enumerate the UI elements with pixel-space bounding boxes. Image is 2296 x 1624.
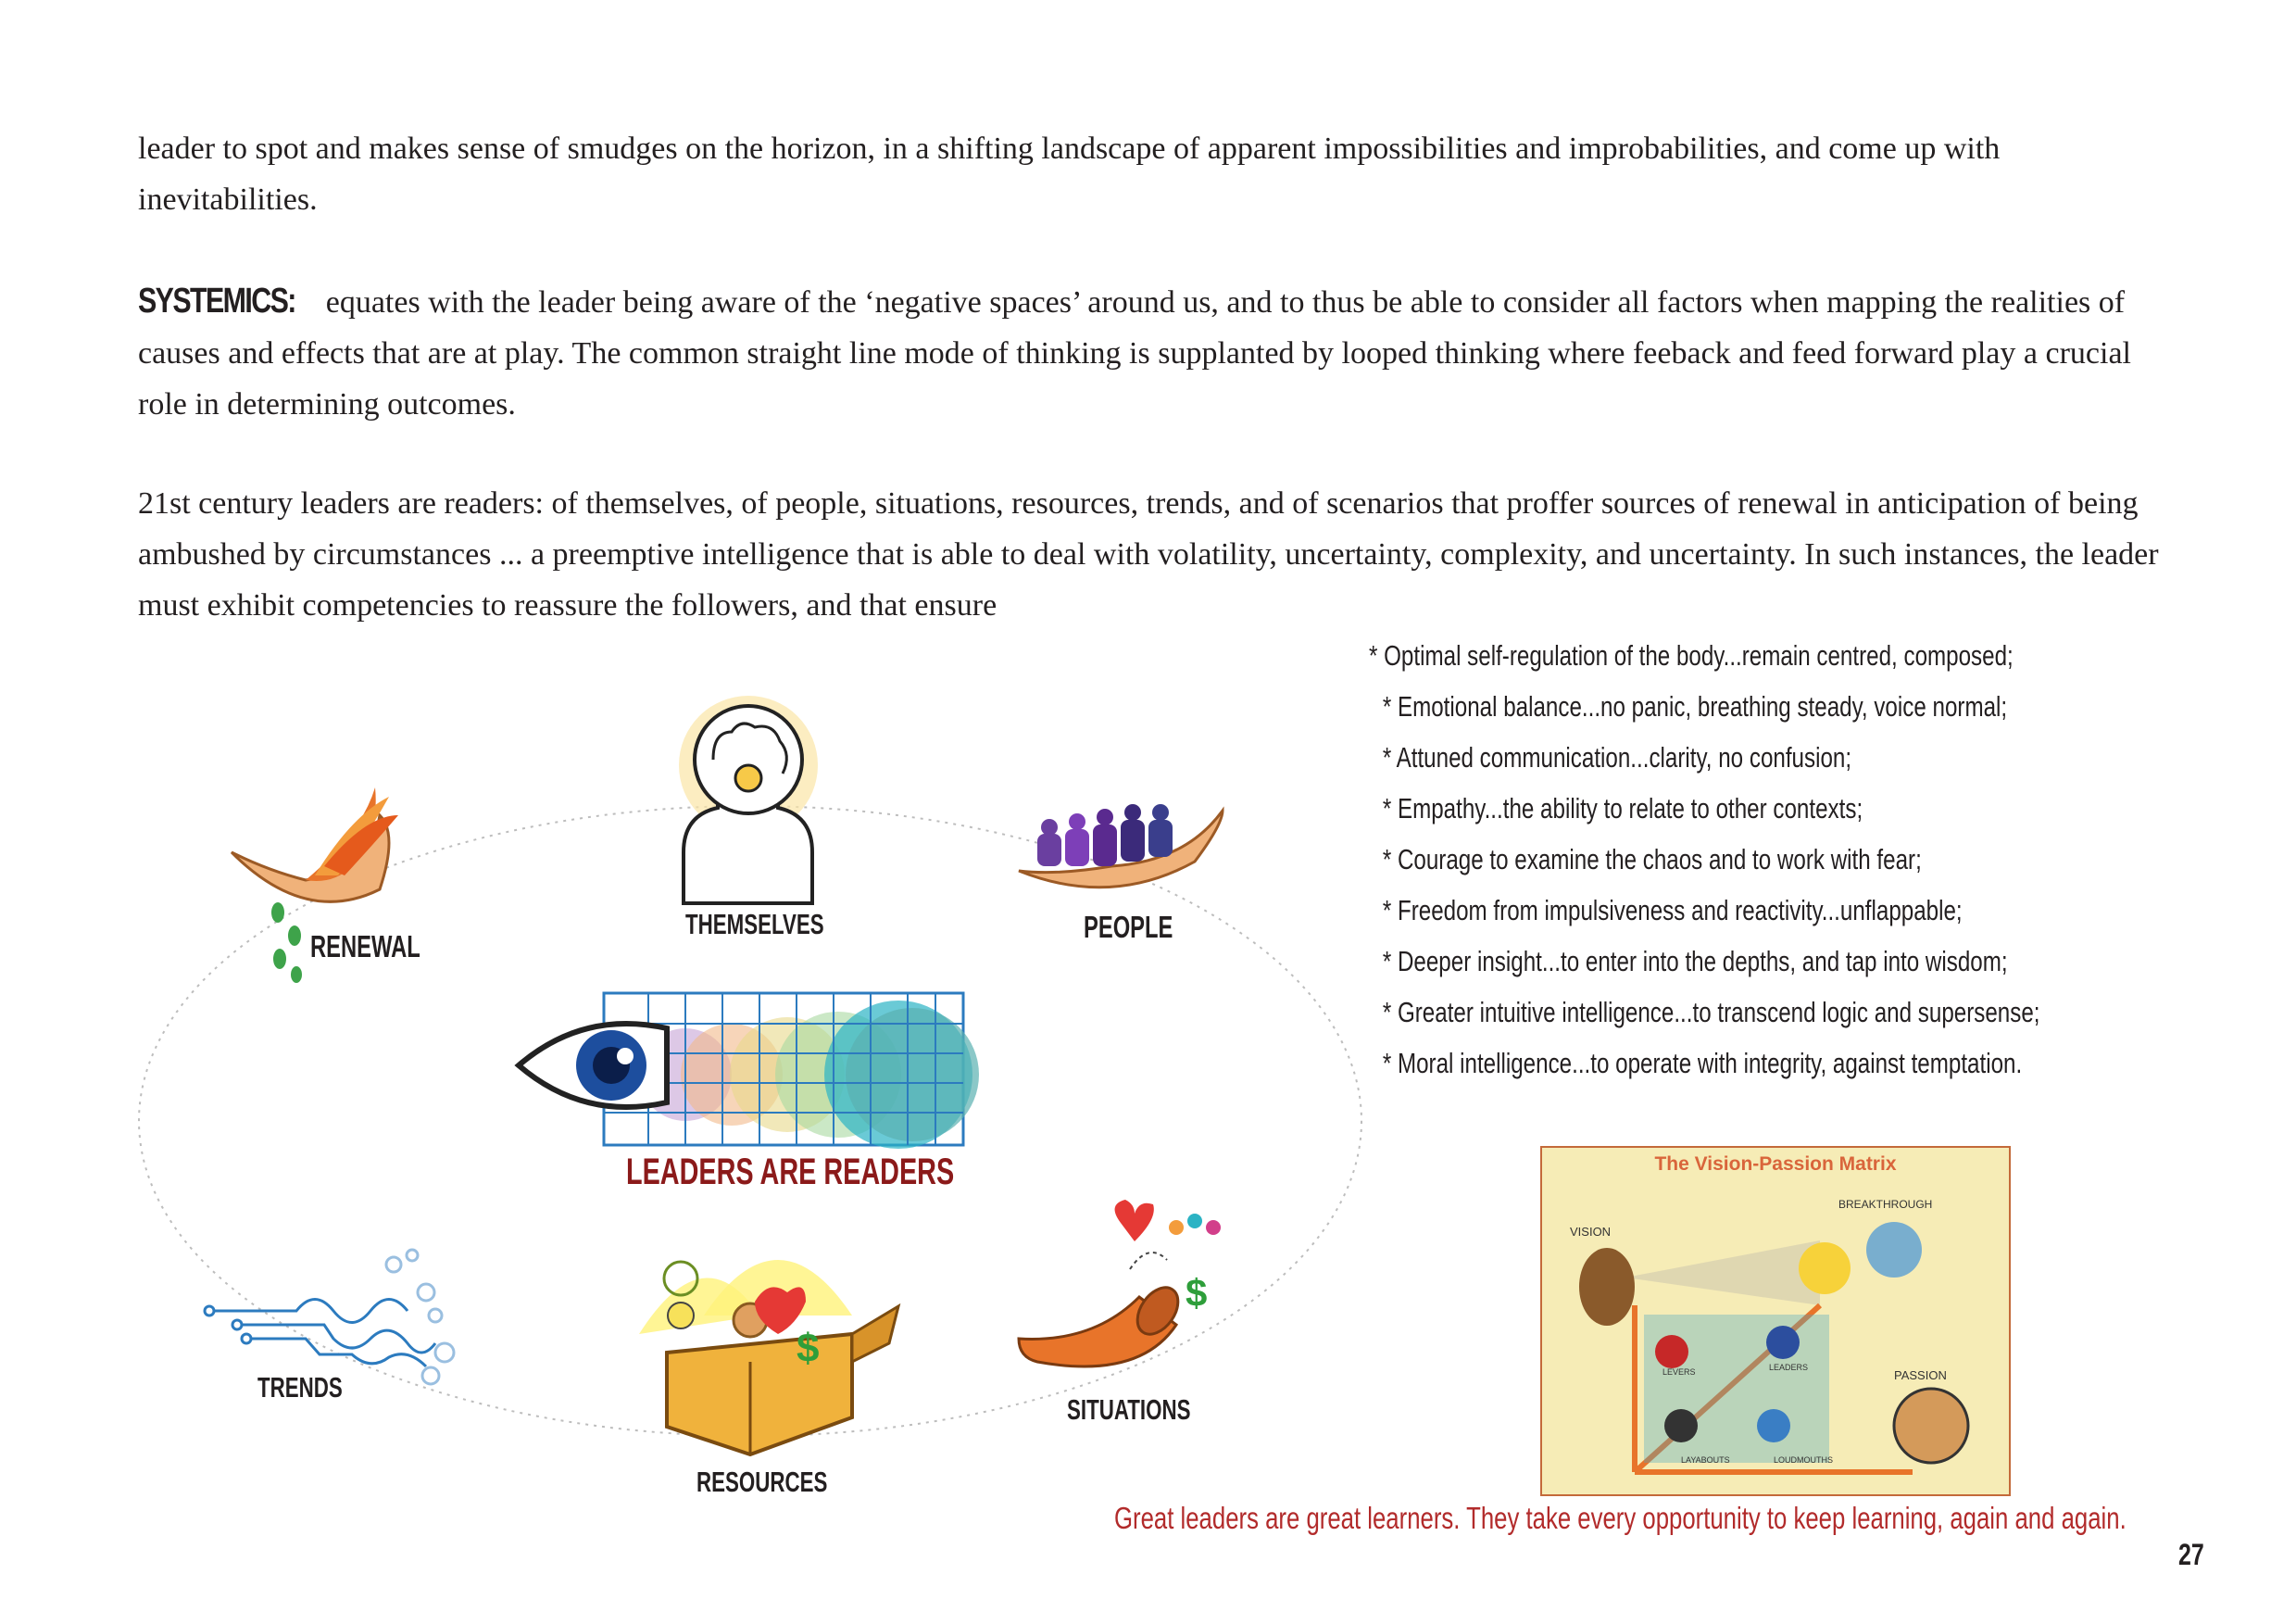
label-resources: RESOURCES xyxy=(696,1466,828,1498)
svg-text:$: $ xyxy=(797,1326,820,1371)
matrix-illustration xyxy=(1542,1148,2009,1494)
matrix-label-loudmouths: LOUDMOUTHS xyxy=(1774,1455,1834,1465)
resources-icon xyxy=(639,1260,898,1454)
matrix-label-levers: LEVERS xyxy=(1662,1367,1696,1377)
label-leaders-are-readers: LEADERS ARE READERS xyxy=(626,1152,955,1192)
situations-icon xyxy=(1019,1200,1221,1366)
systemics-heading: SYSTEMICS: xyxy=(138,282,295,321)
label-people: PEOPLE xyxy=(1084,910,1173,944)
competency-item: * Moral intelligence...to operate with integrity, against temptation. xyxy=(1382,1047,2023,1079)
svg-text:$: $ xyxy=(1186,1271,1208,1315)
label-renewal: RENEWAL xyxy=(310,929,420,963)
paragraph-intro: leader to spot and makes sense of smudges on the horizon, in a shifting landscape of apparent impossibilities and improbabilities, and come up with inevitabilities. xyxy=(138,132,2001,217)
competency-item: * Greater intuitive intelligence...to transcend logic and supersense; xyxy=(1382,996,2040,1028)
competency-item: * Empathy...the ability to relate to other contexts; xyxy=(1382,792,1863,825)
matrix-label-layabouts: LAYABOUTS xyxy=(1681,1455,1730,1465)
competency-item: * Optimal self-regulation of the body...remain centred, composed; xyxy=(1369,639,2014,672)
competency-item: * Emotional balance...no panic, breathing steady, voice normal; xyxy=(1382,690,2008,723)
competency-item: * Deeper insight...to enter into the depths, and tap into wisdom; xyxy=(1382,945,2008,977)
label-themselves: THEMSELVES xyxy=(685,908,824,940)
competency-item: * Courage to examine the chaos and to work with fear; xyxy=(1382,843,1922,875)
matrix-label-vision: VISION xyxy=(1570,1225,1612,1239)
trends-icon xyxy=(205,1250,454,1384)
systemics-body: equates with the leader being aware of the ‘negative spaces’ around us, and to thus be able to consider all factors when mapping the realities of causes and effects that are at play. The common straight line mode of thinking is supplanted by looped thinking where feeback and feed forward play a crucial role in determining outcomes. xyxy=(138,285,2131,422)
themselves-icon xyxy=(679,696,818,903)
matrix-caption: Great leaders are great learners. They take every opportunity to keep learning, again and again. xyxy=(1114,1501,2127,1535)
people-icon xyxy=(1019,804,1223,888)
matrix-label-leaders: LEADERS xyxy=(1769,1363,1809,1372)
page-number: 27 xyxy=(2178,1538,2204,1571)
matrix-label-breakthrough: BREAKTHROUGH xyxy=(1838,1198,1933,1211)
label-trends: TRENDS xyxy=(257,1371,343,1404)
competency-item: * Attuned communication...clarity, no confusion; xyxy=(1382,741,1852,774)
competency-item: * Freedom from impulsiveness and reactivity...unflappable; xyxy=(1382,894,1963,926)
matrix-title: The Vision-Passion Matrix xyxy=(1654,1153,1897,1175)
matrix-label-passion: PASSION xyxy=(1894,1368,1947,1382)
vision-passion-matrix xyxy=(1540,1146,2011,1496)
leaders-readers-graphic xyxy=(519,993,979,1149)
paragraph-readers: 21st century leaders are readers: of themselves, of people, situations, resources, trends, and of scenarios that proffer sources of renewal in anticipation of being ambushed by circumstances ... a preemptive intelligence that is able to deal with volatility, uncertainty, complexity, and uncertainty. In such instances, the leader must exhibit competencies to reassure the followers, and that ensure xyxy=(138,486,2159,623)
label-situations: SITUATIONS xyxy=(1067,1393,1191,1426)
